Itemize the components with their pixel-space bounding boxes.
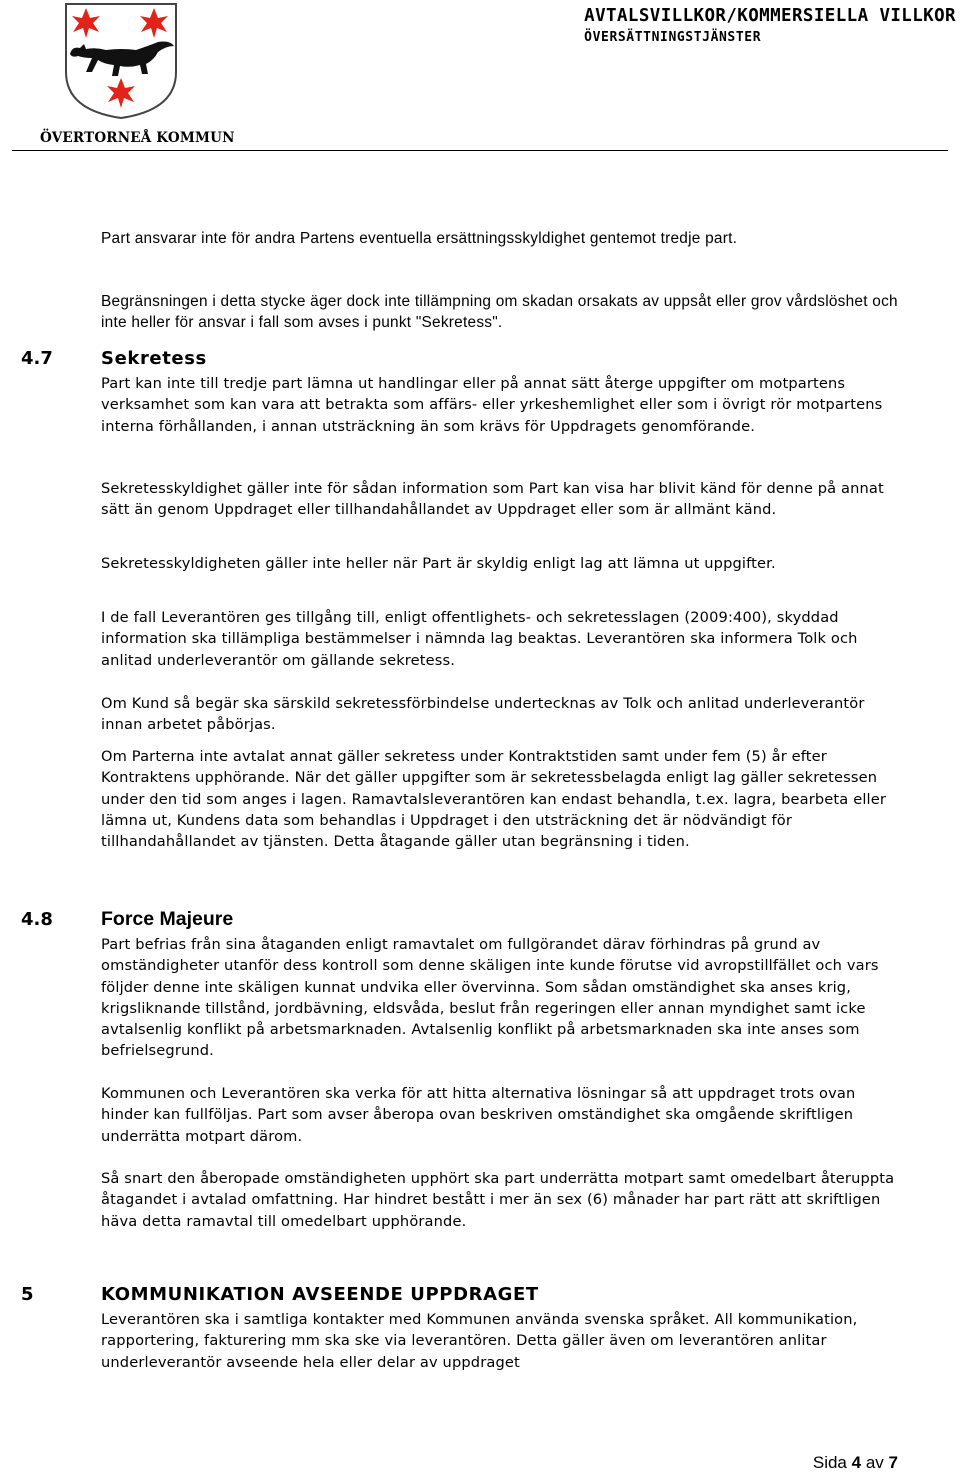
section-heading: KOMMUNIKATION AVSEENDE UPPDRAGET — [101, 1284, 539, 1305]
page-number — [813, 1453, 898, 1473]
coat-of-arms-icon — [62, 2, 180, 120]
section-heading: Sekretess — [101, 348, 207, 369]
section-number: 4.8 — [21, 909, 53, 930]
paragraph: Så snart den åberopade omständigheten upphört ska part underrätta motpart samt omedelbart återuppta åtagandet i avtalad omfattning. Har hindret bestått i mer än sex (6) månader har part rätt att skriftligen häva detta ramavtal till omedelbart upphörande. — [101, 1170, 895, 1230]
paragraph: Part kan inte till tredje part lämna ut handlingar eller på annat sätt återge uppgifter om motpartens verksamhet som kan vara att betrakta som affärs- eller yrkeshemlighet eller som i övrigt rör motpartens interna förhållanden, i annan utsträckning än som krävs för Uppdragets genomförande. — [101, 375, 883, 435]
paragraph: Sekretesskyldighet gäller inte för sådan information som Part kan visa har blivit känd för denne på annat sätt än genom Uppdraget eller tillhandahållandet av Uppdraget eller som är allmänt känd. — [101, 480, 884, 519]
paragraph: Leverantören ska i samtliga kontakter med Kommunen använda svenska språket. All kommunikation, rapportering, fakturering mm ska ske via leverantören. Detta gäller även om leverantören anlitar underleverantör avseende hela eller delar av uppdraget — [101, 1311, 858, 1371]
of-word: av — [865, 1453, 884, 1472]
document-title: AVTALSVILLKOR/KOMMERSIELLA VILLKOR — [584, 6, 956, 26]
paragraph: Kommunen och Leverantören ska verka för att hitta alternativa lösningar så att uppdraget trots ovan hinder kan fullföljas. Part som avser åberopa ovan beskriven omständighet ska omgående skriftligen underrätta motpart därom. — [101, 1085, 856, 1145]
section-number: 5 — [21, 1284, 34, 1305]
section-heading: Force Majeure — [101, 908, 234, 930]
paragraph: Begränsningen i detta stycke äger dock inte tillämpning om skadan orsakats av uppsåt eller grov vårdslöshet och inte heller för ansvar i fall som avses i punkt "Sekretess". — [101, 293, 898, 332]
paragraph: Sekretesskyldigheten gäller inte heller när Part är skyldig enligt lag att lämna ut uppgifter. — [101, 555, 776, 572]
document-subtitle: ÖVERSÄTTNINGSTJÄNSTER — [584, 30, 762, 45]
current-page: 4 — [851, 1453, 862, 1472]
paragraph: Part befrias från sina åtaganden enligt ramavtalet om fullgörandet därav förhindras på grund av omständigheter utanför dess kontroll som denne skäligen inte kunde förutse vid avropstillfället och vars följder denne inte skäligen kunnat undvika eller övervinna. Som sådan omständighet ska anses krig, krigsliknande tillstånd, jordbävning, eldsvåda, beslut från regeringen eller annan myndighet samt icke avtalsenlig konflikt på arbetsmarknaden. Avtalsenlig konflikt på arbetsmarknaden ska inte anses som befrielsegrund. — [101, 936, 879, 1060]
paragraph: Part ansvarar inte för andra Partens eventuella ersättningsskyldighet gentemot tredje part. — [101, 230, 738, 247]
municipality-logo — [20, 2, 235, 148]
paragraph: Om Kund så begär ska särskild sekretessförbindelse undertecknas av Tolk och anlitad underleverantör innan arbetet påbörjas. — [101, 695, 865, 734]
page-word: Sida — [812, 1453, 847, 1472]
paragraph: Om Parterna inte avtalat annat gäller sekretess under Kontraktstiden samt under fem (5) år efter Kontraktens upphörande. När det gäller uppgifter som är sekretessbelagda enligt lag gäller sekretessen under den tid som anges i lagen. Ramavtalsleverantören kan endast behandla, t.ex. lagra, bearbeta eller lämna ut, Kundens data som behandlas i Uppdraget i den utsträckning det är nödvändigt för tillhandahållandet av tjänsten. Detta åtagande gäller utan begränsning i tiden. — [101, 748, 887, 851]
document-header — [584, 6, 956, 45]
organization-name: ÖVERTORNEÅ KOMMUN — [40, 130, 235, 146]
paragraph: I de fall Leverantören ges tillgång till, enligt offentlighets- och sekretesslagen (2009:400), skyddad information ska tillämpliga bestämmelser i nämnda lag beaktas. Leverantören ska informera Tolk och anlitad underleverantör om gällande sekretess. — [101, 609, 858, 669]
section-number: 4.7 — [21, 348, 53, 369]
header-divider — [12, 150, 948, 151]
total-pages: 7 — [888, 1453, 898, 1472]
